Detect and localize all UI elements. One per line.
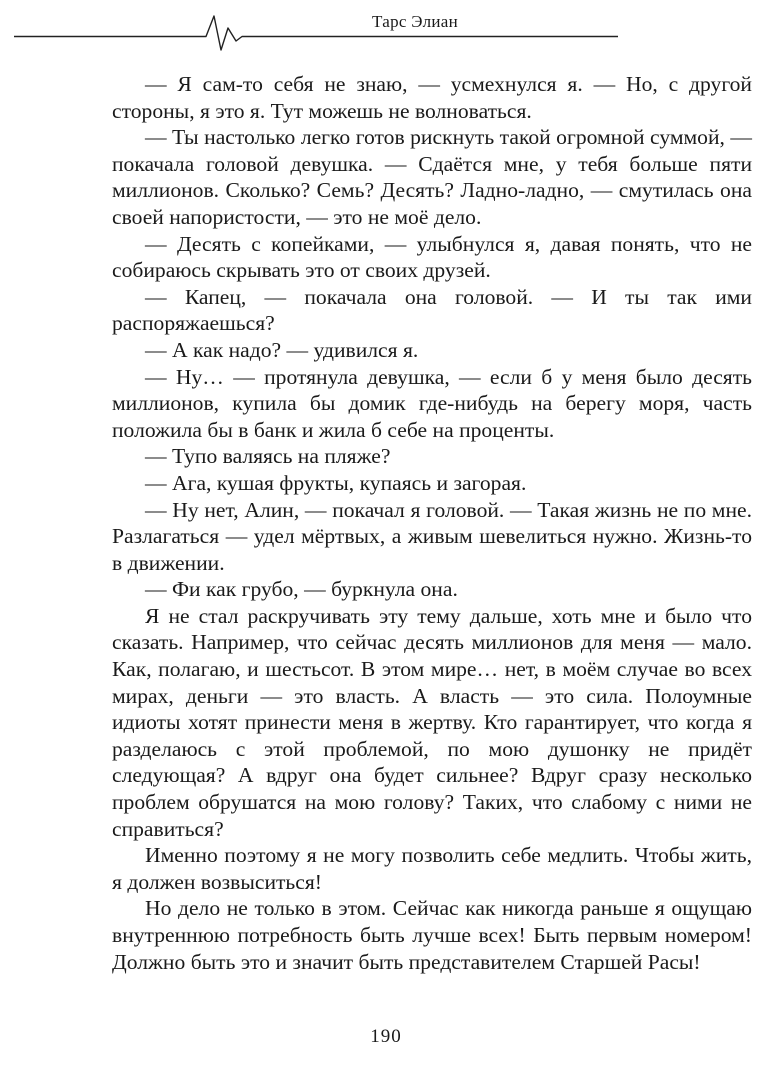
paragraph: Но дело не только в этом. Сейчас как никогда раньше я ощущаю внутреннюю потребность быть лучше всех! Быть первым номером! Должно быть это и значит быть представителем Старшей Расы! (112, 896, 752, 974)
paragraph: — Ну нет, Алин, — покачал я головой. — Такая жизнь не по мне. Разлагаться — удел мёртвых, а живым шевелиться нужно. Жизнь-то в движении. (112, 497, 752, 575)
paragraph: — Ага, кушая фрукты, купаясь и загорая. (145, 470, 527, 495)
page-number: 190 (370, 1026, 402, 1047)
running-head-author: Тарс Элиан (372, 12, 459, 31)
paragraph: — Ты настолько легко готов рискнуть такой огромной суммой, — покачала головой девушка. — Сдаётся мне, у тебя больше пяти миллионов. Сколько? Семь? Десять? Ладно-ладно, — смутилась она своей напористости, — это не моё дело. (112, 125, 752, 229)
paragraph: — А как надо? — удивился я. (145, 337, 419, 362)
paragraph: — Десять с копейками, — улыбнулся я, давая понять, что не собираюсь скрывать это от своих друзей. (112, 231, 752, 283)
paragraph: — Фи как грубо, — буркнула она. (145, 577, 458, 602)
paragraph: — Капец, — покачала она головой. — И ты так ими распоряжаешься? (112, 284, 752, 336)
paragraph: — Я сам-то себя не знаю, — усмехнулся я. — Но, с другой стороны, я это я. Тут можешь не волноваться. (112, 72, 752, 123)
paragraph: — Тупо валяясь на пляже? (145, 444, 391, 469)
paragraph: Я не стал раскручивать эту тему дальше, хоть мне и было что сказать. Например, что сейчас десять миллионов для меня — мало. Как, полагаю, и шестьсот. В этом мире… нет, в моём случае во всех мирах, деньги — это власть. А власть — это сила. Полоумные идиоты хотят принести меня в жертву. Кто гарантирует, что когда я разделаюсь с этой проблемой, по мою душонку не придёт следующая? А вдруг она будет сильнее? Вдруг сразу несколько проблем обрушатся на мою голову? Таких, что слабому с ними не справиться? (112, 603, 752, 841)
running-head (0, 0, 772, 70)
paragraph: — Ну… — протянула девушка, — если б у меня было десять миллионов, купила бы домик где-нибудь на берегу моря, часть положила бы в банк и жила б себе на проценты. (112, 364, 752, 442)
paragraph: Именно поэтому я не могу позволить себе медлить. Чтобы жить, я должен возвыситься! (112, 843, 752, 894)
pulse-line-ornament (0, 0, 772, 70)
body-text (112, 71, 752, 975)
